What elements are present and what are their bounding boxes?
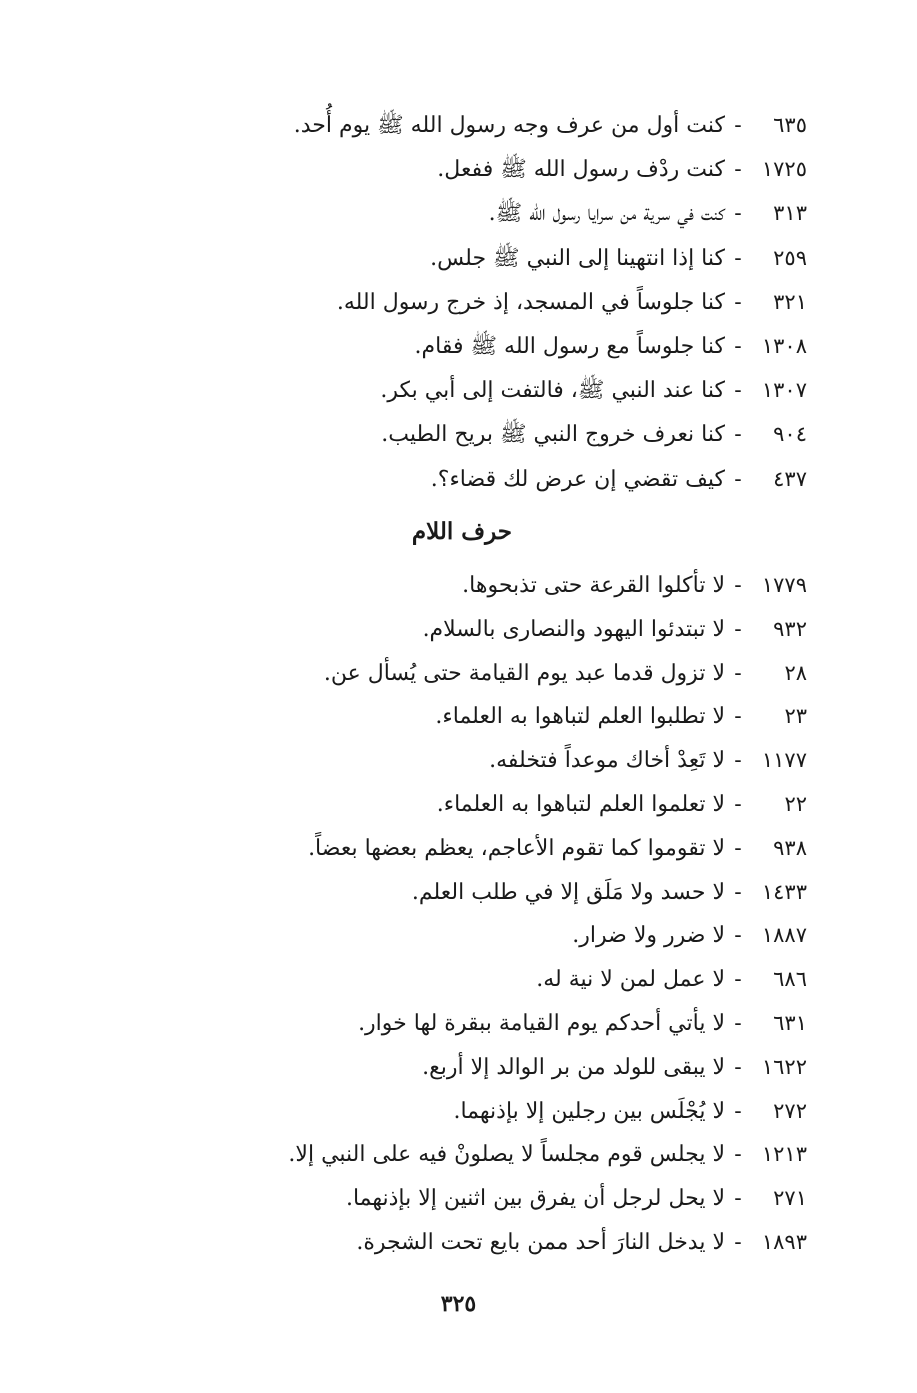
entry-dash: - — [734, 835, 742, 861]
entry-text: كنت أول من عرف وجه رسول الله ﷺ يوم أُحد. — [293, 113, 725, 138]
index-entry — [127, 103, 807, 147]
entry-dash: - — [734, 660, 742, 686]
entry-dash: - — [734, 245, 742, 271]
entry-text: كنت ردْف رسول الله ﷺ ففعل. — [437, 157, 725, 183]
entry-dash: - — [734, 967, 742, 993]
entry-text: كنا عند النبي ﷺ، فالتفت إلى أبي بكر. — [380, 378, 725, 404]
entry-number: ٦٨٦ — [773, 967, 807, 992]
entry-number: ١٧٢٥ — [761, 157, 807, 182]
entry-number: ٦٣١ — [773, 1010, 807, 1035]
entry-text: لا يبقى للولد من بر الوالد إلا أربع. — [422, 1054, 725, 1080]
entry-number: ٩٠٤ — [773, 422, 807, 447]
index-entry — [127, 913, 807, 957]
entry-dash: - — [734, 616, 742, 642]
entry-text: لا تطلبوا العلم لتباهوا به العلماء. — [435, 704, 725, 730]
entry-number: ١٤٣٣ — [761, 879, 807, 904]
entry-dash: - — [734, 1054, 742, 1080]
index-entry — [127, 1001, 807, 1045]
index-entry — [127, 280, 807, 324]
index-entry — [127, 1176, 807, 1220]
index-entry — [127, 694, 807, 738]
index-entry — [127, 324, 807, 368]
entry-dash: - — [734, 573, 742, 598]
entry-number: ٦٣٥ — [773, 113, 807, 137]
index-entry — [127, 651, 807, 695]
entry-dash: - — [734, 157, 742, 183]
entry-text: كنا جلوساً مع رسول الله ﷺ فقام. — [414, 333, 725, 359]
entry-dash: - — [734, 1142, 742, 1168]
index-entry — [127, 147, 807, 191]
entry-number: ٢٢ — [784, 791, 807, 816]
entry-dash: - — [734, 1186, 742, 1212]
entry-dash: - — [734, 1010, 742, 1036]
entry-text: لا يحل لرجل أن يفرق بين اثنين إلا بإذنهما. — [345, 1186, 725, 1212]
entry-text: كنا نعرف خروج النبي ﷺ بريح الطيب. — [381, 422, 725, 448]
entry-number: ٩٣٢ — [773, 616, 807, 641]
entry-dash: - — [734, 201, 742, 227]
index-entry — [127, 957, 807, 1001]
entry-text: لا تزول قدما عبد يوم القيامة حتى يُسأل عن. — [323, 660, 725, 686]
index-entry — [127, 191, 807, 235]
page-number: ٣٢٥ — [440, 1291, 477, 1317]
entry-dash: - — [734, 422, 742, 448]
entry-number: ١٣٠٨ — [761, 333, 807, 358]
entry-text: كنا إذا انتهينا إلى النبي ﷺ جلس. — [430, 245, 725, 271]
entry-number: ١٣٠٧ — [761, 378, 807, 403]
entry-text: لا تقوموا كما تقوم الأعاجم، يعظم بعضها بعضاً. — [308, 835, 725, 861]
entry-number: ١٨٩٣ — [761, 1229, 807, 1254]
index-entry — [127, 1089, 807, 1133]
index-entry — [127, 738, 807, 782]
entry-number: ٢٨ — [784, 660, 807, 685]
entry-text: كنت في سرية من سرايا رسول الله ﷺ. — [488, 201, 725, 227]
entry-number: ١٨٨٧ — [761, 923, 807, 948]
entry-dash: - — [734, 378, 742, 404]
entry-text: لا يجلس قوم مجلساً لا يصلونْ فيه على النبي إلا. — [288, 1142, 725, 1168]
entry-number: ١١٧٧ — [761, 748, 807, 773]
entry-number: ٤٣٧ — [773, 466, 807, 491]
entry-dash: - — [734, 333, 742, 359]
entry-dash: - — [734, 923, 742, 949]
entry-number: ٢٣ — [784, 704, 807, 729]
index-entry — [127, 236, 807, 280]
entry-dash: - — [734, 1098, 742, 1124]
entry-number: ٩٣٨ — [773, 835, 807, 860]
entry-text: لا يُجْلَس بين رجلين إلا بإذنهما. — [453, 1098, 725, 1124]
entry-dash: - — [734, 879, 742, 905]
entry-number: ٢٧١ — [773, 1186, 807, 1211]
entry-number: ٢٧٢ — [773, 1098, 807, 1123]
index-entry — [127, 1132, 807, 1176]
entry-dash: - — [734, 704, 742, 730]
entries-kaf — [127, 103, 807, 501]
entry-text: لا ضرر ولا ضرار. — [572, 923, 725, 949]
entry-number: ١٢١٣ — [761, 1142, 807, 1167]
entry-text: لا حسد ولا مَلَق إلا في طلب العلم. — [411, 879, 725, 905]
entry-dash: - — [734, 748, 742, 774]
index-entry — [127, 1220, 807, 1264]
index-entry — [127, 457, 807, 501]
entry-text: لا تبتدئوا اليهود والنصارى بالسلام. — [422, 616, 725, 642]
entries-lam — [127, 563, 807, 1264]
index-entry — [127, 826, 807, 870]
entry-number: ١٧٧٩ — [761, 573, 807, 597]
entry-text: لا تأكلوا القرعة حتى تذبحوها. — [462, 573, 725, 598]
entry-dash: - — [734, 1229, 742, 1255]
entry-number: ٢٥٩ — [773, 245, 807, 270]
index-entry — [127, 782, 807, 826]
index-entry — [127, 412, 807, 456]
entry-number: ١٦٢٢ — [761, 1054, 807, 1079]
index-entry — [127, 870, 807, 914]
index-entry — [127, 563, 807, 607]
entry-dash: - — [734, 466, 742, 492]
entry-number: ٣٢١ — [773, 289, 807, 314]
entry-text: كنا جلوساً في المسجد، إذ خرج رسول الله. — [336, 289, 725, 315]
entry-dash: - — [734, 791, 742, 817]
entry-text: لا عمل لمن لا نية له. — [536, 967, 725, 993]
entry-dash: - — [734, 113, 742, 138]
entry-dash: - — [734, 289, 742, 315]
entry-number: ٣١٣ — [773, 201, 807, 226]
index-entry — [127, 1045, 807, 1089]
entry-text: لا يأتي أحدكم يوم القيامة ببقرة لها خوار. — [358, 1010, 725, 1036]
index-entry — [127, 368, 807, 412]
entry-text: لا يدخل النارَ أحد ممن بايع تحت الشجرة. — [356, 1229, 725, 1255]
entry-text: لا تعلموا العلم لتباهوا به العلماء. — [436, 791, 725, 817]
entry-text: كيف تقضي إن عرض لك قضاء؟. — [430, 466, 725, 492]
entry-text: لا تَعِدْ أخاك موعداً فتخلفه. — [489, 748, 725, 774]
index-entry — [127, 607, 807, 651]
section-heading: حرف اللام — [411, 518, 512, 545]
